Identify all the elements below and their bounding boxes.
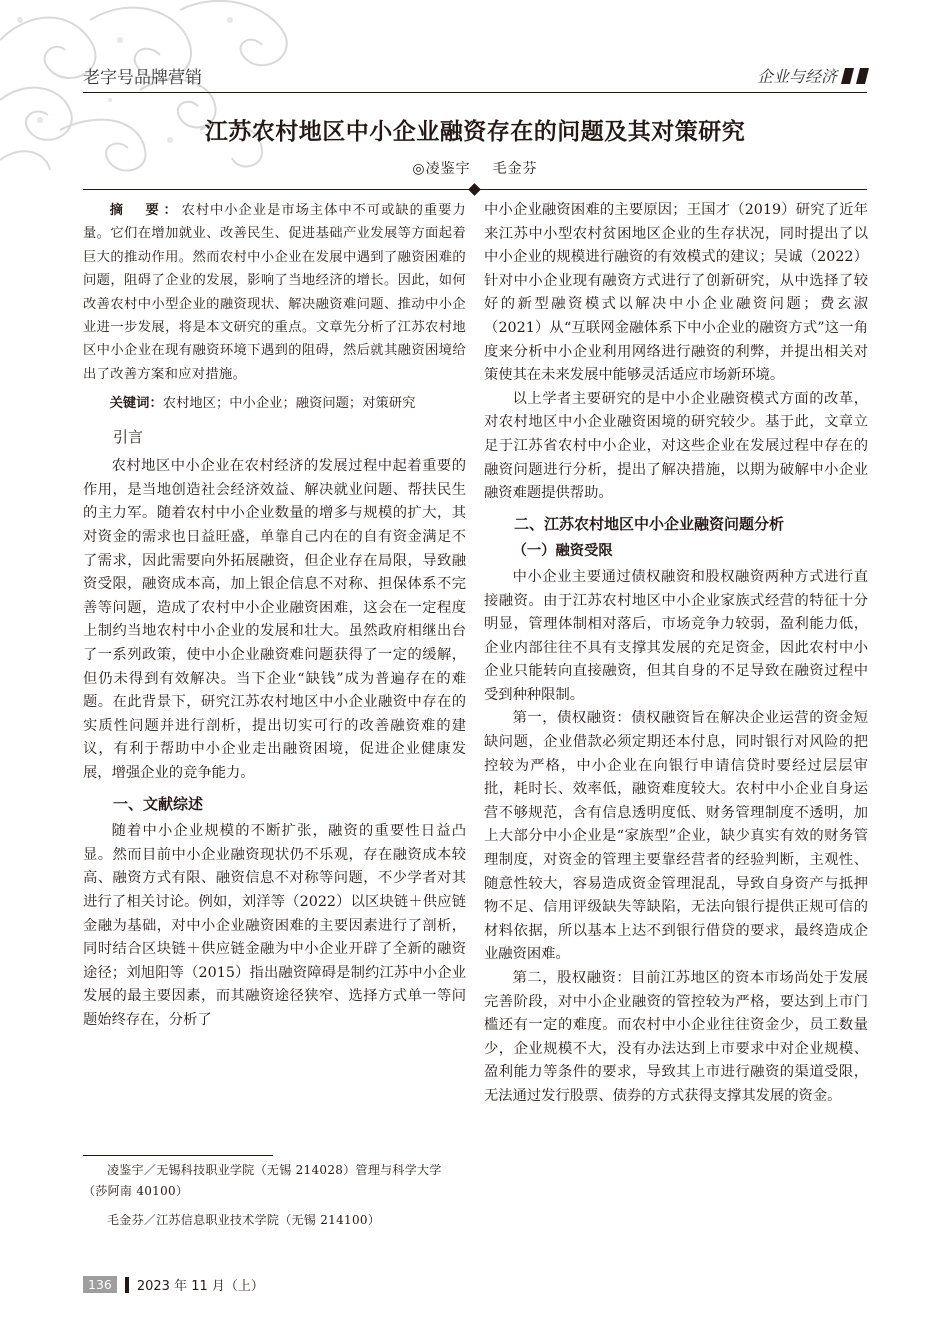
- page-footer: [83, 1275, 264, 1294]
- footnote: 凌鉴宇／无锡科技职业学院（无锡 214028）管理与科学大学（莎阿南 40100）: [83, 1163, 442, 1198]
- body-paragraph: 农村地区中小企业在农村经济的发展过程中起着重要的作用，是当地创造社会经济效益、解决就业问题、帮扶民生的主力军。随着农村中小企业数量的增多与规模的扩大，其对资金的需求也日益旺盛，单靠自己内在的自有资金满足不了需求，因此需要向外拓展融资，但企业存在局限，导致融资受限，融资成本高，加上银企信息不对称、担保体系不完善等问题，造成了农村中小企业融资困难，这会在一定程度上制约当地农村中小企业的发展和壮大。虽然政府相继出台了一系列政策，使中小企业融资难问题获得了一定的缓解，但仍未得到有效解决。当下企业“缺钱”成为普遍存在的难题。在此背景下，研究江苏农村地区中小企业融资中存在的实质性问题并进行剖析，提出切实可行的改善融资难的建议，有利于帮助中小企业走出融资困境，促进企业健康发展，增强企业的竞争能力。: [83, 458, 466, 781]
- journal-column-name: 老字号品牌营销: [83, 68, 202, 88]
- keywords-label: 关键词：: [109, 396, 163, 412]
- body-paragraph: 第一，债权融资：债权融资旨在解决企业运营的资金短缺问题，企业借款必须定期还本付息，同时银行对风险的把控较为严格，中小企业在向银行申请信贷时要经过层层审批，耗时长、效率低，融资难度较大。农村中小企业自身运营不够规范，含有信息透明度低、财务管理制度不透明，加上大部分中小企业是“家族型”企业，缺少真实有效的财务管理制度，对资金的管理主要靠经营者的经验判断，主观性、随意性较大，容易造成资金管理混乱，导致自身资产与抵押物不足、信用评级缺失等缺陷，无法向银行提供正规可信的材料依据，所以基本上达不到银行借贷的要求，最终造成企业融资困难。: [484, 710, 868, 963]
- body-paragraph-continued: 中小企业融资困难的主要原因；王国才（2019）研究了近年来江苏中小型农村贫困地区企业的生存状况，同时提出了以中小企业的规模进行融资的有效模式的建议；吴诚（2022）针对中小企业现有融资方式进行了创新研究，从中选择了较好的新型融资模式以解决中小企业融资问题；费玄淑（2021）从“互联网金融体系下中小企业的融资方式”这一角度来分析中小企业利用网络进行融资的利弊，并提出相关对策使其在未来发展中能够灵活适应市场新环境。: [484, 202, 868, 384]
- footnote: 毛金芬／江苏信息职业技术学院（无锡 214100）: [107, 1213, 381, 1227]
- body-paragraph: 第二，股权融资：目前江苏地区的资本市场尚处于发展完善阶段，对中小企业融资的管控较为严格，要达到上市门槛还有一定的难度。而农村中小企业往往资金少，员工数量少，企业规模不大，没有办法达到上市要求中对企业规模、盈利能力等条件的要求，导致其上市进行融资的渠道受限，无法通过发行股票、债券的方式获得支撑其发展的资金。: [484, 970, 868, 1104]
- author-name: 凌鉴宇: [425, 161, 471, 177]
- body-paragraph: 中小企业主要通过债权融资和股权融资两种方式进行直接融资。由于江苏农村地区中小企业家族式经营的特征十分明显，管理体制相对落后，市场竞争力较弱，盈利能力低，企业内部往往不具有支撑其发展的充足资金，因此农村中小企业只能转向直接融资，但其自身的不足导致在融资过程中受到种种限制。: [484, 568, 868, 703]
- right-column: [484, 199, 868, 1109]
- body-paragraph: 以上学者主要研究的是中小企业融资模式方面的改革，对农村地区中小企业融资困境的研究较少。基于此，文章立足于江苏省农村中小企业，对这些企业在发展过程中存在的融资问题进行分析，提出了解决措施，以期为破解中小企业融资难题提供帮助。: [484, 390, 868, 502]
- page-number: 136: [83, 1276, 117, 1293]
- footer-bar-icon: [125, 1277, 129, 1293]
- section-bar-icon: [841, 68, 854, 84]
- footnote-rule: [83, 1155, 273, 1156]
- header-rule: [83, 92, 867, 93]
- section-name: 企业与经济: [756, 67, 837, 86]
- keywords: [83, 392, 466, 415]
- keywords-text: 农村地区；中小企业；融资问题；对策研究: [162, 396, 416, 412]
- section-bar-icon: [856, 68, 869, 84]
- section-heading-1: 一、文献综述: [113, 794, 204, 813]
- abstract-text: 农村中小企业是市场主体中不可或缺的重要力量。它们在增加就业、改善民生、促进基础产业发展等方面起着巨大的推动作用。然而农村中小企业在发展中遇到了融资困难的问题，阻碍了企业的发展，影响了当地经济的增长。因此，如何改善农村中小型企业的融资现状、解决融资难问题、推动中小企业进一步发展，将是本文研究的重点。文章先分析了江苏农村地区中小企业在现有融资环境下遇到的阻碍，然后就其融资困境给出了改善方案和应对措施。: [83, 203, 467, 382]
- abstract: [83, 199, 466, 386]
- diamond-ornament-icon: [468, 183, 481, 196]
- article-title: 江苏农村地区中小企业融资存在的问题及其对策研究: [204, 118, 746, 145]
- abstract-label: 摘 要：: [109, 203, 182, 218]
- section-heading-2: 二、江苏农村地区中小企业融资问题分析: [514, 514, 785, 533]
- authors-prefix: ◎: [412, 161, 426, 177]
- subsection-heading-1: （一）融资受限: [512, 543, 613, 560]
- author-name: 毛金芬: [492, 161, 538, 177]
- author-footnotes: [83, 1160, 466, 1231]
- section-label: [757, 64, 867, 87]
- intro-heading: 引言: [113, 427, 144, 446]
- authors: [83, 158, 867, 178]
- left-column: [83, 199, 466, 1033]
- body-paragraph: 随着中小企业规模的不断扩张，融资的重要性日益凸显。然而目前中小企业融资现状仍不乐观，存在融资成本较高、融资方式有限、融资信息不对称等问题，不少学者对其进行了相关讨论。例如，刘洋等（2022）以区块链＋供应链金融为基础，对中小企业融资困难的主要因素进行了剖析，同时结合区块链＋供应链金融为中小企业开辟了全新的融资途径；刘旭阳等（2015）指出融资障碍是制约江苏中小企业发展的最主要因素，而其融资途径狭窄、选择方式单一等问题始终存在，分析了: [83, 823, 466, 1028]
- issue-date: 2023 年 11 月（上）: [136, 1279, 264, 1294]
